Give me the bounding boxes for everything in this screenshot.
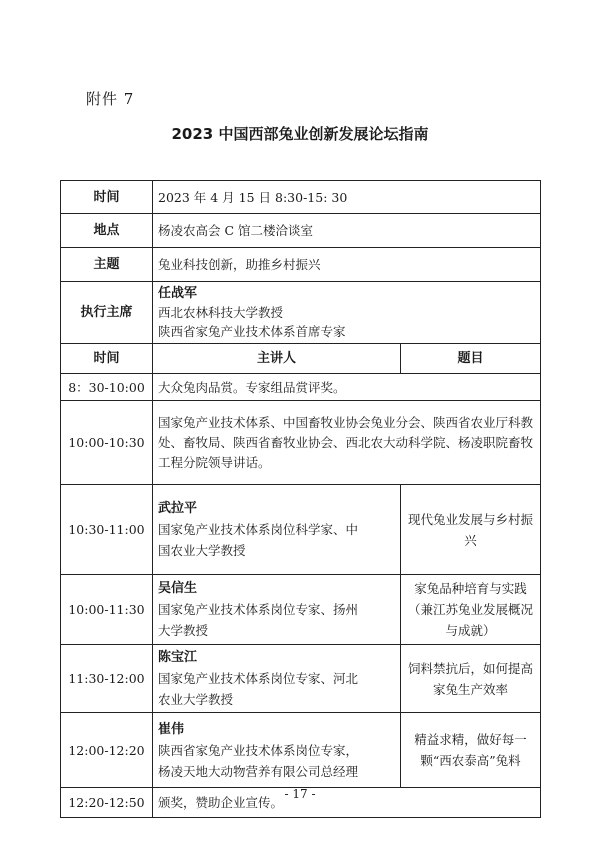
schedule-row [61, 401, 541, 485]
info-row-place [61, 214, 541, 248]
session-time: 11:30-12:00 [61, 645, 153, 713]
topic-cell: 精益求精，做好每一颗“西农泰高”兔料 [401, 713, 541, 788]
time-label: 时间 [61, 181, 153, 214]
annex-label: 附件 7 [86, 90, 135, 108]
schedule-row [61, 575, 541, 645]
forum-guide-table [60, 180, 541, 818]
document-title: 2023 中国西部兔业创新发展论坛指南 [171, 125, 429, 143]
speaker-title-1: 国家兔产业技术体系岗位专家、扬州 [158, 602, 359, 617]
chair-label: 执行主席 [61, 282, 153, 344]
chair-details [153, 282, 541, 344]
chair-title-2: 陕西省家兔产业技术体系首席专家 [158, 324, 346, 339]
topic-cell: 家兔品种培育与实践（兼江苏兔业发展概况与成就） [401, 575, 541, 645]
session-time: 8：30-10:00 [61, 374, 153, 401]
info-row-chair [61, 282, 541, 344]
speaker-name: 崔伟 [158, 721, 185, 737]
time-value: 2023 年 4 月 15 日 8:30-15: 30 [153, 181, 541, 214]
speaker-title-2: 大学教授 [158, 623, 209, 638]
speaker-name: 吴信生 [158, 581, 198, 596]
speaker-name: 陈宝江 [158, 650, 198, 665]
speaker-name: 武拉平 [158, 501, 198, 516]
theme-value: 兔业科技创新，助推乡村振兴 [153, 248, 541, 282]
header-topic: 题目 [401, 344, 541, 374]
speaker-title-2: 国农业大学教授 [158, 543, 246, 558]
session-description: 国家兔产业技术体系、中国畜牧业协会兔业分会、陕西省农业厅科教处、畜牧局、陕西省畜牧业协会、西北农大动科学院、杨凌职院畜牧工程分院领导讲话。 [153, 401, 541, 485]
session-time: 10:00-11:30 [61, 575, 153, 645]
session-time: 12:20-12:50 [61, 788, 153, 818]
schedule-row [61, 374, 541, 401]
speaker-cell [153, 485, 401, 575]
session-time: 10:30-11:00 [61, 485, 153, 575]
chair-title-1: 西北农林科技大学教授 [158, 305, 284, 320]
theme-label: 主题 [61, 248, 153, 282]
session-time: 10:00-10:30 [61, 401, 153, 485]
schedule-row [61, 713, 541, 788]
info-row-theme [61, 248, 541, 282]
header-time: 时间 [61, 344, 153, 374]
speaker-title-1: 国家兔产业技术体系岗位科学家、中 [158, 522, 359, 537]
chair-name: 任战军 [158, 286, 198, 301]
speaker-title-2: 杨凌天地大动物营养有限公司总经理 [158, 763, 359, 779]
speaker-title-1: 国家兔产业技术体系岗位专家、河北 [158, 671, 359, 686]
schedule-row [61, 645, 541, 713]
session-description: 大众兔肉品赏。专家组品赏评奖。 [153, 374, 541, 401]
schedule-row [61, 485, 541, 575]
speaker-title-1: 陕西省家兔产业技术体系岗位专家， [158, 742, 359, 758]
topic-cell: 饲料禁抗后，如何提高家兔生产效率 [401, 645, 541, 713]
speaker-cell [153, 645, 401, 713]
topic-cell: 现代兔业发展与乡村振兴 [401, 485, 541, 575]
place-label: 地点 [61, 214, 153, 248]
session-description: 颁奖，赞助企业宣传。 [153, 788, 541, 818]
speaker-cell [153, 713, 401, 788]
session-time: 12:00-12:20 [61, 713, 153, 788]
page-number: - 17 - [284, 787, 316, 801]
header-speaker: 主讲人 [153, 344, 401, 374]
schedule-header-row [61, 344, 541, 374]
info-row-time [61, 181, 541, 214]
speaker-cell [153, 575, 401, 645]
speaker-title-2: 农业大学教授 [158, 692, 234, 707]
place-value: 杨凌农高会 C 馆二楼洽谈室 [153, 214, 541, 248]
